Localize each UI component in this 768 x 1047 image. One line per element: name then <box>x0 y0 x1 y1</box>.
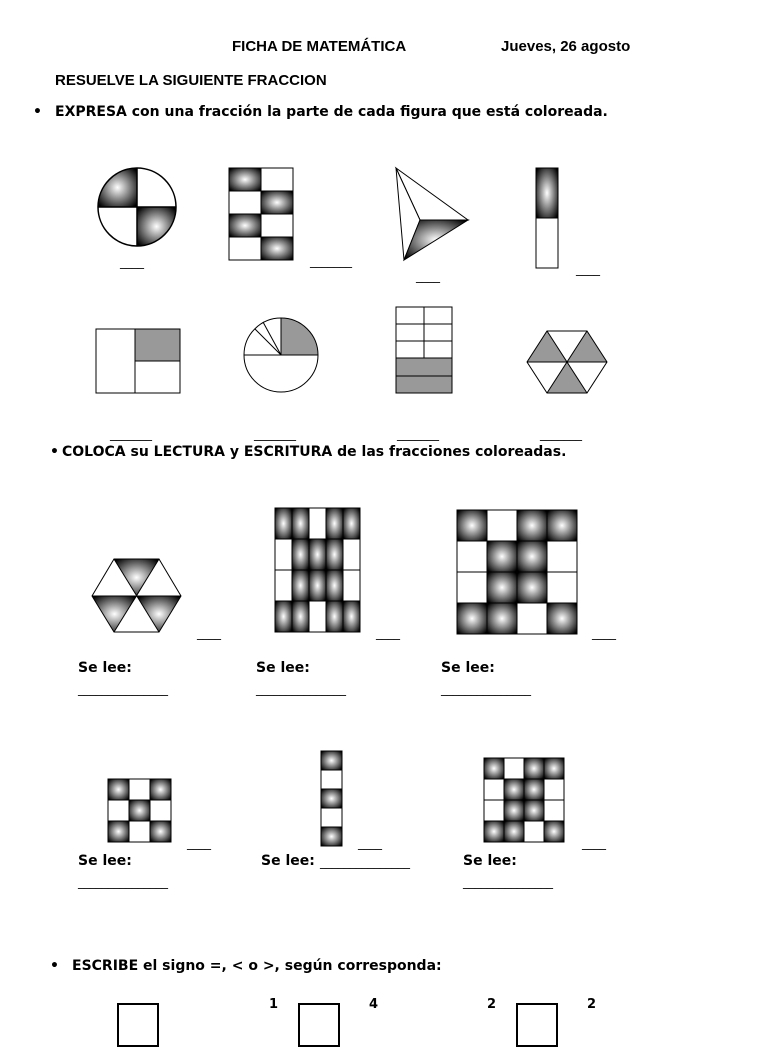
se-lee-blank[interactable]: _______________ <box>78 682 168 696</box>
fraction-numerator: 2 <box>487 997 497 1012</box>
se-lee-label: Se lee: <box>261 853 315 869</box>
answer-blank[interactable]: ____ <box>592 626 616 640</box>
answer-blank[interactable]: _______ <box>397 427 439 441</box>
figure-grid-rows <box>395 306 453 394</box>
instruction-reading-writing: COLOCA su LECTURA y ESCRITURA de las fracciones coloreadas. <box>62 444 567 460</box>
answer-blank[interactable]: ____ <box>358 836 382 850</box>
bullet-3: • <box>50 958 59 974</box>
figure-grid-5x4 <box>274 507 362 635</box>
comparison-box[interactable] <box>117 1003 159 1047</box>
answer-blank[interactable]: _______ <box>310 254 352 268</box>
se-lee-blank[interactable]: _______________ <box>78 875 168 889</box>
worksheet-date: Jueves, 26 agosto <box>501 38 631 55</box>
answer-blank[interactable]: ____ <box>120 255 144 269</box>
fraction-numerator: 4 <box>369 997 379 1012</box>
comparison-box[interactable] <box>516 1003 558 1047</box>
answer-blank[interactable]: ____ <box>416 269 440 283</box>
se-lee-label: Se lee: <box>463 853 517 869</box>
se-lee-blank[interactable]: _______________ <box>320 855 410 869</box>
instruction-express-fraction: EXPRESA con una fracción la parte de cada figura que está coloreada. <box>55 104 608 120</box>
figure-hexagon-gradient <box>92 558 182 634</box>
figure-hexagon-gray <box>527 330 607 396</box>
instruction-write-sign: ESCRIBE el signo =, < o >, según corresponda: <box>72 958 442 974</box>
figure-grid-4x4 <box>456 509 578 635</box>
figure-checker-grid-2x4 <box>228 167 294 261</box>
bullet-2: • <box>50 444 59 460</box>
answer-blank[interactable]: ____ <box>197 626 221 640</box>
worksheet-title: FICHA DE MATEMÁTICA <box>232 38 407 55</box>
figure-vertical-bar <box>535 167 559 269</box>
se-lee-label: Se lee: <box>78 660 132 676</box>
bullet-1: • <box>33 104 42 120</box>
answer-blank[interactable]: _______ <box>540 427 582 441</box>
figure-circle-quarters <box>97 167 177 247</box>
se-lee-blank[interactable]: _______________ <box>463 875 553 889</box>
answer-blank[interactable]: ____ <box>576 262 600 276</box>
fraction-numerator: 1 <box>269 997 279 1012</box>
se-lee-label: Se lee: <box>78 853 132 869</box>
fraction-numerator: 2 <box>587 997 597 1012</box>
answer-blank[interactable]: ____ <box>187 836 211 850</box>
answer-blank[interactable]: ____ <box>376 626 400 640</box>
se-lee-label: Se lee: <box>441 660 495 676</box>
figure-circle-sectors <box>243 317 319 393</box>
figure-grid-4x4-small <box>483 757 567 843</box>
worksheet-subtitle: RESUELVE LA SIGUIENTE FRACCION <box>55 72 327 89</box>
answer-blank[interactable]: ____ <box>582 836 606 850</box>
answer-blank[interactable]: _______ <box>254 427 296 441</box>
comparison-box[interactable] <box>298 1003 340 1047</box>
se-lee-blank[interactable]: _______________ <box>256 682 346 696</box>
se-lee-label: Se lee: <box>256 660 310 676</box>
figure-grid-3x3 <box>107 778 173 844</box>
figure-pyramid <box>394 166 470 262</box>
figure-rectangle-quarters <box>95 328 181 394</box>
answer-blank[interactable]: _______ <box>110 427 152 441</box>
figure-vertical-column <box>320 750 344 846</box>
se-lee-blank[interactable]: _______________ <box>441 682 531 696</box>
